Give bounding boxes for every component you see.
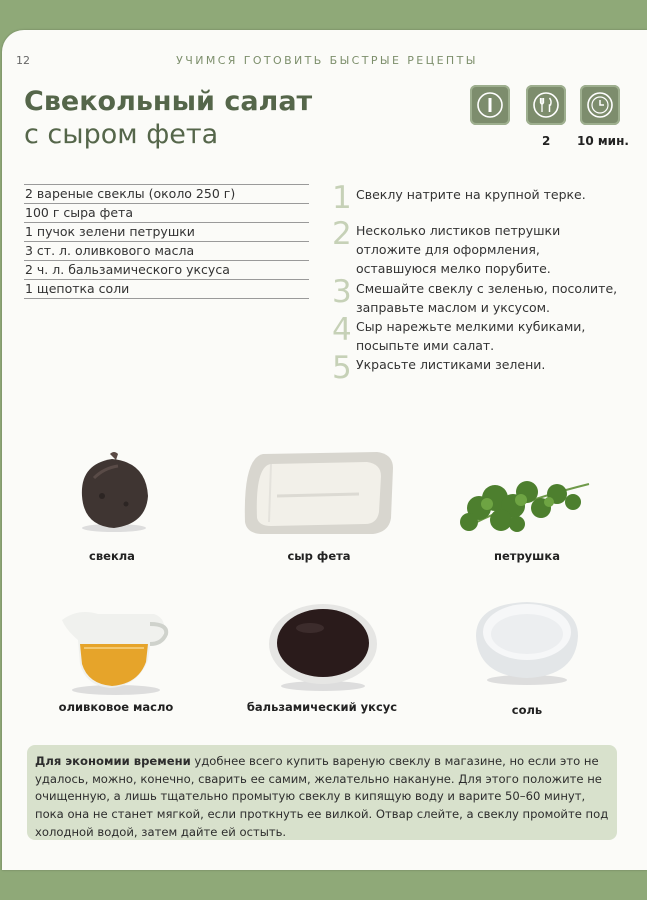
ingredient-item: 2 ч. л. бальзамического уксуса [24,260,309,279]
ingredient-item: 1 пучок зелени петрушки [24,222,309,241]
product-label: сыр фета [287,549,351,563]
step-text: Украсьте листиками зелени. [356,357,546,372]
page-number: 12 [16,54,30,67]
product-label: свекла [89,549,135,563]
running-title: УЧИМСЯ ГОТОВИТЬ БЫСТРЫЕ РЕЦЕПТЫ [176,54,478,67]
ingredient-list [24,184,309,299]
step-item [332,352,624,388]
step-item [332,218,624,276]
step-list [332,182,624,388]
ingredient-item: 2 вареные свеклы (около 250 г) [24,184,309,203]
step-text: Смешайте свеклу с зеленью, посолите, заправьте маслом и уксусом. [356,281,618,315]
tip-lead: Для экономии времени [35,754,191,768]
fork-knife-icon [526,85,566,125]
step-text: Несколько листиков петрушки отложите для оформления, оставшуюся мелко порубите. [356,223,561,276]
feta-cheese-icon [239,448,399,542]
ingredient-item: 100 г сыра фета [24,203,309,222]
product-label: оливковое масло [58,700,174,714]
tip-box [27,745,617,840]
balsamic-vinegar-icon [266,596,380,696]
step-text: Свеклу натрите на крупной терке. [356,187,586,202]
step-number: 2 [332,216,352,252]
level-1-icon [470,85,510,125]
step-item [332,276,624,314]
parsley-icon [457,462,597,542]
step-number: 3 [332,274,352,310]
recipe-page [2,30,647,870]
cooking-time: 10 мин. [577,134,629,148]
step-item [332,314,624,352]
step-number: 1 [332,180,352,216]
olive-oil-icon [58,604,174,700]
step-item [332,182,624,218]
product-label: соль [511,703,543,717]
ingredient-item: 3 ст. л. оливкового масла [24,241,309,260]
product-label: бальзамический уксус [246,700,398,714]
recipe-title: Свекольный салат [24,86,313,117]
salt-icon [472,596,582,690]
beet-icon [74,450,154,538]
tip-text [35,753,610,842]
step-number: 4 [332,312,352,348]
recipe-subtitle: с сыром фета [24,119,219,150]
clock-icon [580,85,620,125]
ingredient-item: 1 щепотка соли [24,279,309,299]
servings-count: 2 [542,134,551,148]
tip-body: удобнее всего купить вареную свеклу в магазине, но если это не удалось, можно, конечно, сварить ее самим, желательно накануне. Для этого положите не очищенную, а лишь тщательно промытую свеклу в кипящую воду и варите 50–60 минут, пока она не станет мягкой, если проткнуть ее вилкой. Отвар слейте, а свеклу промойте под холодной водой, затем дайте ей остыть. [35,754,609,839]
product-label: петрушка [494,549,560,563]
step-number: 5 [332,350,352,386]
step-text: Сыр нарежьте мелкими кубиками, посыпьте ими салат. [356,319,586,353]
